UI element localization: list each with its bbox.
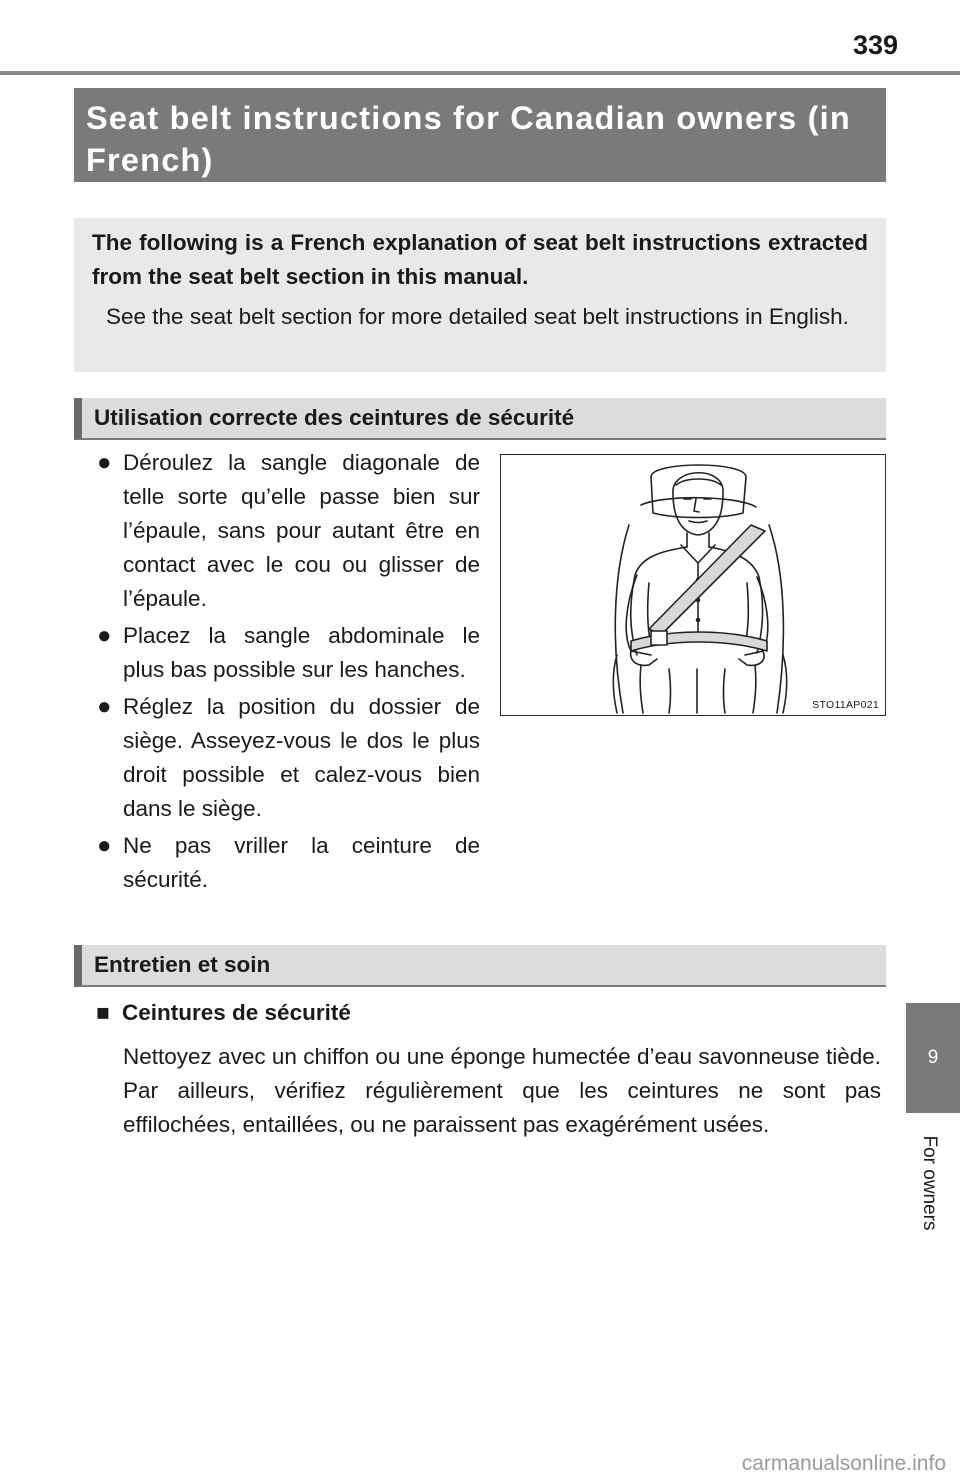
figure-code: STO11AP021 [812, 699, 879, 711]
list-item-text: Placez la sangle abdominale le plus bas possible sur les hanches. [123, 623, 480, 682]
intro-bold-text: The following is a French explanation of seat belt instructions extracted from the seat belt section in this manual. [92, 230, 868, 289]
intro-box [74, 218, 886, 372]
list-item [96, 690, 480, 826]
seatbelt-illustration [500, 454, 886, 716]
list-item [96, 829, 480, 897]
list-item-text: Ne pas vriller la ceinture de sécurité. [123, 833, 480, 892]
square-bullet-icon: ■ [96, 1000, 110, 1025]
bullet-list [96, 446, 480, 900]
care-body-text: Nettoyez avec un chiffon ou une éponge humectée d’eau savonneuse tiède. Par ailleurs, vérifiez régulièrement que les ceintures ne sont pas effilochées, entaillées, ou ne paraissent pas exagérément usées. [123, 1044, 881, 1137]
bullet-icon: ● [97, 449, 112, 476]
chapter-number: 9 [927, 1047, 939, 1068]
list-item [96, 619, 480, 687]
chapter-tab[interactable] [906, 1003, 960, 1113]
intro-normal-text: See the seat belt section for more detailed seat belt instructions in English. [106, 304, 849, 329]
sub-heading [96, 996, 351, 1030]
section-heading-care [74, 945, 886, 987]
title-bar [74, 88, 886, 182]
page-number: 339 [852, 30, 898, 60]
seated-person-drawing [501, 455, 886, 716]
header-rule [0, 71, 960, 75]
list-item-text: Réglez la position du dossier de siège. Asseyez-vous le dos le plus droit possible et calez-vous bien dans le siège. [123, 694, 480, 821]
bullet-icon: ● [97, 622, 112, 649]
list-item [96, 446, 480, 616]
page-title: Seat belt instructions for Canadian owners (in French) [86, 100, 851, 178]
chapter-label [914, 1120, 944, 1250]
sub-heading-text: Ceintures de sécurité [122, 1000, 351, 1025]
watermark: carmanualsonline.info [741, 1452, 946, 1475]
chapter-label-text: For owners [919, 1135, 940, 1231]
bullet-icon: ● [97, 832, 112, 859]
bullet-icon: ● [97, 693, 112, 720]
list-item-text: Déroulez la sangle diagonale de telle sorte qu’elle passe bien sur l’épaule, sans pour autant être en contact avec le cou ou glisser de l’épaule. [123, 450, 480, 611]
section-heading-usage [74, 398, 886, 440]
section-heading-text: Entretien et soin [94, 952, 271, 977]
section-heading-text: Utilisation correcte des ceintures de sécurité [94, 405, 575, 430]
